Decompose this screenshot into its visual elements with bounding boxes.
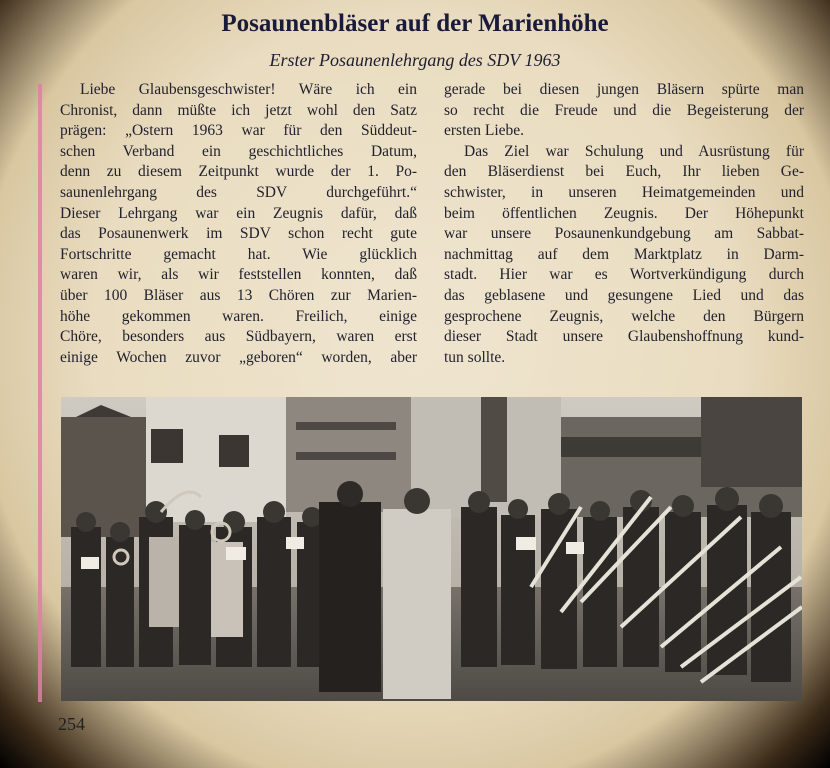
text-line: waren wir, als wir feststellen konnten, daß bbox=[60, 266, 417, 284]
text-line: Dieser Lehrgang war ein Zeugnis dafür, daß bbox=[60, 204, 417, 222]
text-line: über 100 Bläser aus 13 Chören zur Marien- bbox=[60, 286, 417, 304]
text-line: Fortschritte gemacht hat. Wie glücklich bbox=[60, 245, 417, 263]
text-line: einige Wochen zuvor „geboren“ worden, aber bbox=[60, 348, 417, 366]
text-line: nachmittag auf dem Marktplatz in Darm- bbox=[444, 245, 804, 263]
article-subtitle: Erster Posaunenlehrgang des SDV 1963 bbox=[269, 50, 561, 70]
text-line: Chöre, besonders aus Südbayern, waren erst bbox=[60, 328, 417, 346]
page-number: 254 bbox=[58, 714, 85, 734]
text-line: stadt. Hier war es Wortverkündigung durch bbox=[444, 266, 804, 284]
text-line: tun sollte. bbox=[444, 348, 506, 366]
text-line: ersten Liebe. bbox=[444, 122, 525, 140]
text-line: Das Ziel war Schulung und Ausrüstung für bbox=[464, 142, 804, 160]
text-line: denn zu diesem Zeitpunkt wurde der 1. Po- bbox=[60, 163, 417, 181]
text-line: den Bläserdienst bei Euch, Ihr lieben Ge- bbox=[444, 163, 804, 181]
text-line: das geblasene und gesungene Lied und das bbox=[444, 286, 804, 304]
text-line: gesprochene Zeugnis, welche den Bürgern bbox=[444, 307, 804, 325]
text-column-right bbox=[444, 80, 804, 368]
text-line: so recht die Freude und die Begeisterung der bbox=[444, 101, 804, 119]
text-column-left bbox=[60, 80, 417, 368]
text-line: dieser Stadt unsere Glaubenshoffnung kund- bbox=[444, 328, 804, 346]
text-line: Liebe Glaubensgeschwister! Wäre ich ein bbox=[80, 81, 417, 98]
text-line: beim öffentlichen Zeugnis. Der Höhepunkt bbox=[444, 204, 804, 222]
margin-marker-line bbox=[38, 84, 42, 702]
text-line: höhe gekommen waren. Freilich, einige bbox=[60, 307, 417, 325]
text-line: prägen: „Ostern 1963 war für den Süddeut- bbox=[60, 122, 417, 140]
text-line: gerade bei diesen jungen Bläsern spürte man bbox=[444, 81, 804, 98]
text-line: Chronist, dann müßte ich jetzt wohl den Satz bbox=[60, 101, 417, 119]
text-line: schen Verband ein geschichtliches Datum, bbox=[60, 142, 417, 160]
article-title: Posaunenbläser auf der Marienhöhe bbox=[221, 10, 609, 37]
text-line: war unsere Posaunenkundgebung am Sabbat- bbox=[444, 225, 804, 243]
brass-band-photo bbox=[61, 397, 802, 701]
text-line: das Posaunenwerk im SDV schon recht gute bbox=[60, 225, 417, 243]
text-line: saunenlehrgang des SDV durchgeführt.“ bbox=[60, 183, 417, 201]
text-line: schwister, in unseren Heimatgemeinden und bbox=[444, 183, 804, 201]
